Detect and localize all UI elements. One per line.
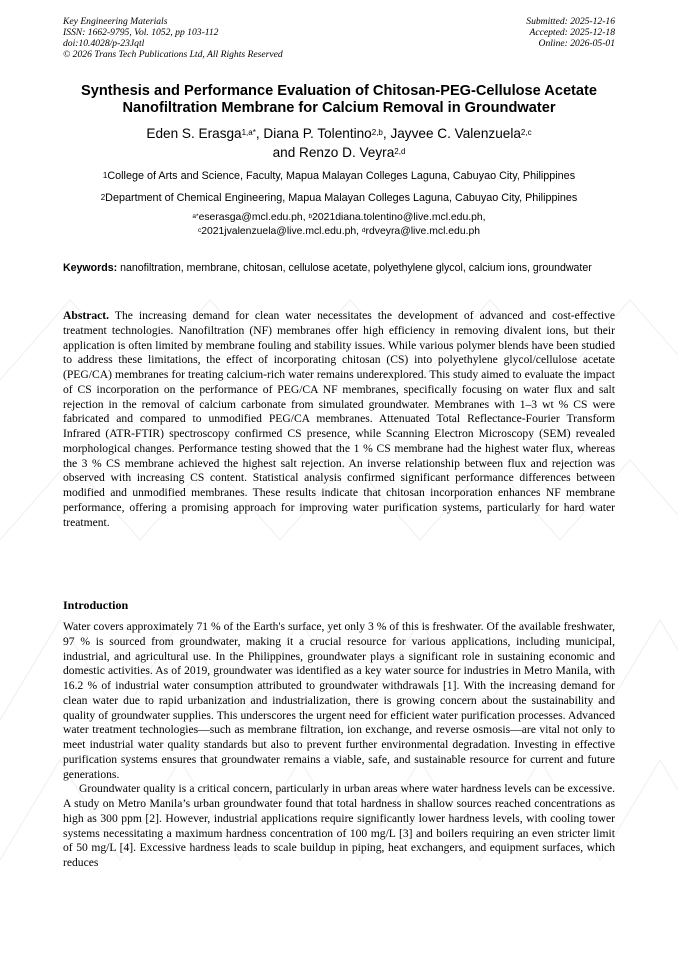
abstract-section	[63, 309, 615, 530]
body-paragraph: Groundwater quality is a critical concern, particularly in urban areas where water hardness levels can be excessive. A study on Metro Manila’s urban groundwater found that total hardness in shallow sources reached concentrations as high as 300 ppm [2]. However, industrial applications require significantly lower hardness levels, with cooling tower systems necessitating a maximum hardness concentration of 100 mg/L [3] and boilers requiring an even stricter limit of 50 mg/L [4]. Excessive hardness leads to scale buildup in piping, heat exchangers, and equipment surfaces, which reduces	[63, 782, 615, 869]
accepted-date: Accepted: 2025-12-18	[529, 27, 615, 38]
submitted-date: Submitted: 2025-12-16	[526, 16, 615, 27]
author-name: Eden S. Erasga	[146, 126, 242, 141]
author-list	[63, 124, 615, 162]
author-separator: ,	[255, 126, 264, 141]
author-name: and Renzo D. Veyra	[272, 145, 395, 160]
publication-dates	[526, 16, 615, 49]
author-separator: ,	[382, 126, 391, 141]
author-superscript: 2,d	[394, 147, 406, 156]
author-line-2	[63, 143, 615, 162]
introduction-body	[63, 620, 615, 871]
affiliation-text: College of Arts and Science, Faculty, Mapua Malayan Colleges Laguna, Cabuyao City, Philippines	[107, 170, 576, 182]
email-superscript: a*	[192, 213, 199, 220]
keywords-section	[63, 262, 615, 276]
author-superscript: 2,c	[520, 128, 532, 137]
email-link[interactable]: 2021jvalenzuela@live.mcl.edu.ph,	[201, 225, 362, 237]
email-link[interactable]: rdveyra@live.mcl.edu.ph	[365, 225, 481, 237]
online-date: Online: 2026-05-01	[538, 38, 615, 49]
affiliation-superscript: 1	[102, 171, 108, 180]
email-link[interactable]: eserasga@mcl.edu.ph,	[198, 212, 309, 223]
author-name: Diana P. Tolentino	[263, 126, 372, 141]
author-name: Jayvee C. Valenzuela	[390, 126, 521, 141]
author-superscript: 2,b	[371, 128, 383, 137]
issn-line: ISSN: 1662-9795, Vol. 1052, pp 103-112	[63, 27, 219, 38]
journal-info	[63, 16, 283, 60]
email-line-2	[63, 225, 615, 239]
introduction-heading: Introduction	[63, 598, 129, 612]
email-superscript: c	[197, 226, 202, 234]
email-link[interactable]: 2021diana.tolentino@live.mcl.edu.ph,	[312, 212, 486, 223]
email-line-1	[63, 211, 615, 225]
author-line-1	[63, 124, 615, 143]
email-superscript: b	[308, 213, 313, 220]
affiliation-2	[63, 192, 615, 205]
affiliation-text: Department of Chemical Engineering, Mapua Malayan Colleges Laguna, Cabuyao City, Philippines	[105, 192, 578, 204]
author-emails	[63, 211, 615, 238]
abstract-text: The increasing demand for clean water necessitates the development of advanced and cost-effective treatment technologies. Nanofiltration (NF) membranes offer high efficiency in removing divalent ions, but their application is often limited by membrane fouling and stability issues. While various polymer blends have been studied to address these limitations, the effect of incorporating chitosan (CS) into polyethylene glycol/cellulose acetate (PEG/CA) membranes for treating calcium-rich water remains underexplored. This study aimed to evaluate the impact of CS incorporation on the performance of PEG/CA NF membranes, specifically focusing on water flux and salt rejection in the removal of calcium carbonate from simulated groundwater. Membranes with 1–3 wt % CS were fabricated and compared to unmodified PEG/CA membranes. Attenuated Total Reflectance-Fourier Transform Infrared (ATR-FTIR) spectroscopy confirmed CS presence, while Scanning Electron Microscopy (SEM) revealed morphological changes. Performance testing showed that the 1 % CS membrane had the highest water flux, whereas the 3 % CS membrane achieved the highest salt rejection. An inverse relationship between flux and rejection was observed with increasing CS content. Statistical analysis confirmed significant performance differences between modified and unmodified membranes. These results indicate that chitosan incorporation enhances NF membrane performance, offering a promising approach for improving water purification systems, particularly for hard water treatment.	[63, 309, 615, 529]
affiliation-1	[63, 170, 615, 183]
abstract-label: Abstract.	[63, 309, 110, 322]
affiliation-superscript: 2	[100, 193, 106, 202]
author-superscript: 1,a*	[241, 128, 256, 137]
keywords-label: Keywords:	[63, 262, 118, 274]
email-superscript: d	[361, 226, 366, 234]
journal-name: Key Engineering Materials	[63, 16, 168, 27]
body-paragraph: Water covers approximately 71 % of the Earth's surface, yet only 3 % of this is freshwater. Of the available freshwater, 97 % is sourced from groundwater, making it a crucial resource for various applications, including municipal, industrial, and agricultural use. In the Philippines, groundwater plays a significant role in sustaining economic and domestic activities. As of 2019, groundwater was identified as a key water source for industries in Metro Manila, with 16.2 % of industrial water consumption attributed to groundwater withdrawals [1]. With the increasing demand for clean water due to rapid urbanization and industrialization, there is growing concern about the sustainability and quality of groundwater supplies. This underscores the urgent need for efficient water purification processes. Advanced water treatment technologies—such as membrane filtration, ion exchange, and reverse osmosis—are vital not only to meet industrial water quality standards but also to prevent further environmental degradation. Investing in effective purification systems ensures that groundwater remains a viable, safe, and sustainable resource for current and future generations.	[63, 620, 615, 781]
copyright-line: © 2026 Trans Tech Publications Ltd, All Rights Reserved	[63, 49, 283, 60]
keywords-text: nanofiltration, membrane, chitosan, cellulose acetate, polyethylene glycol, calcium ions, groundwater	[117, 262, 592, 274]
doi-line[interactable]: doi:10.4028/p-23Jqtl	[63, 38, 145, 49]
paper-title: Synthesis and Performance Evaluation of Chitosan-PEG-Cellulose Acetate Nanofiltration Membrane for Calcium Removal in Groundwater	[80, 83, 598, 116]
